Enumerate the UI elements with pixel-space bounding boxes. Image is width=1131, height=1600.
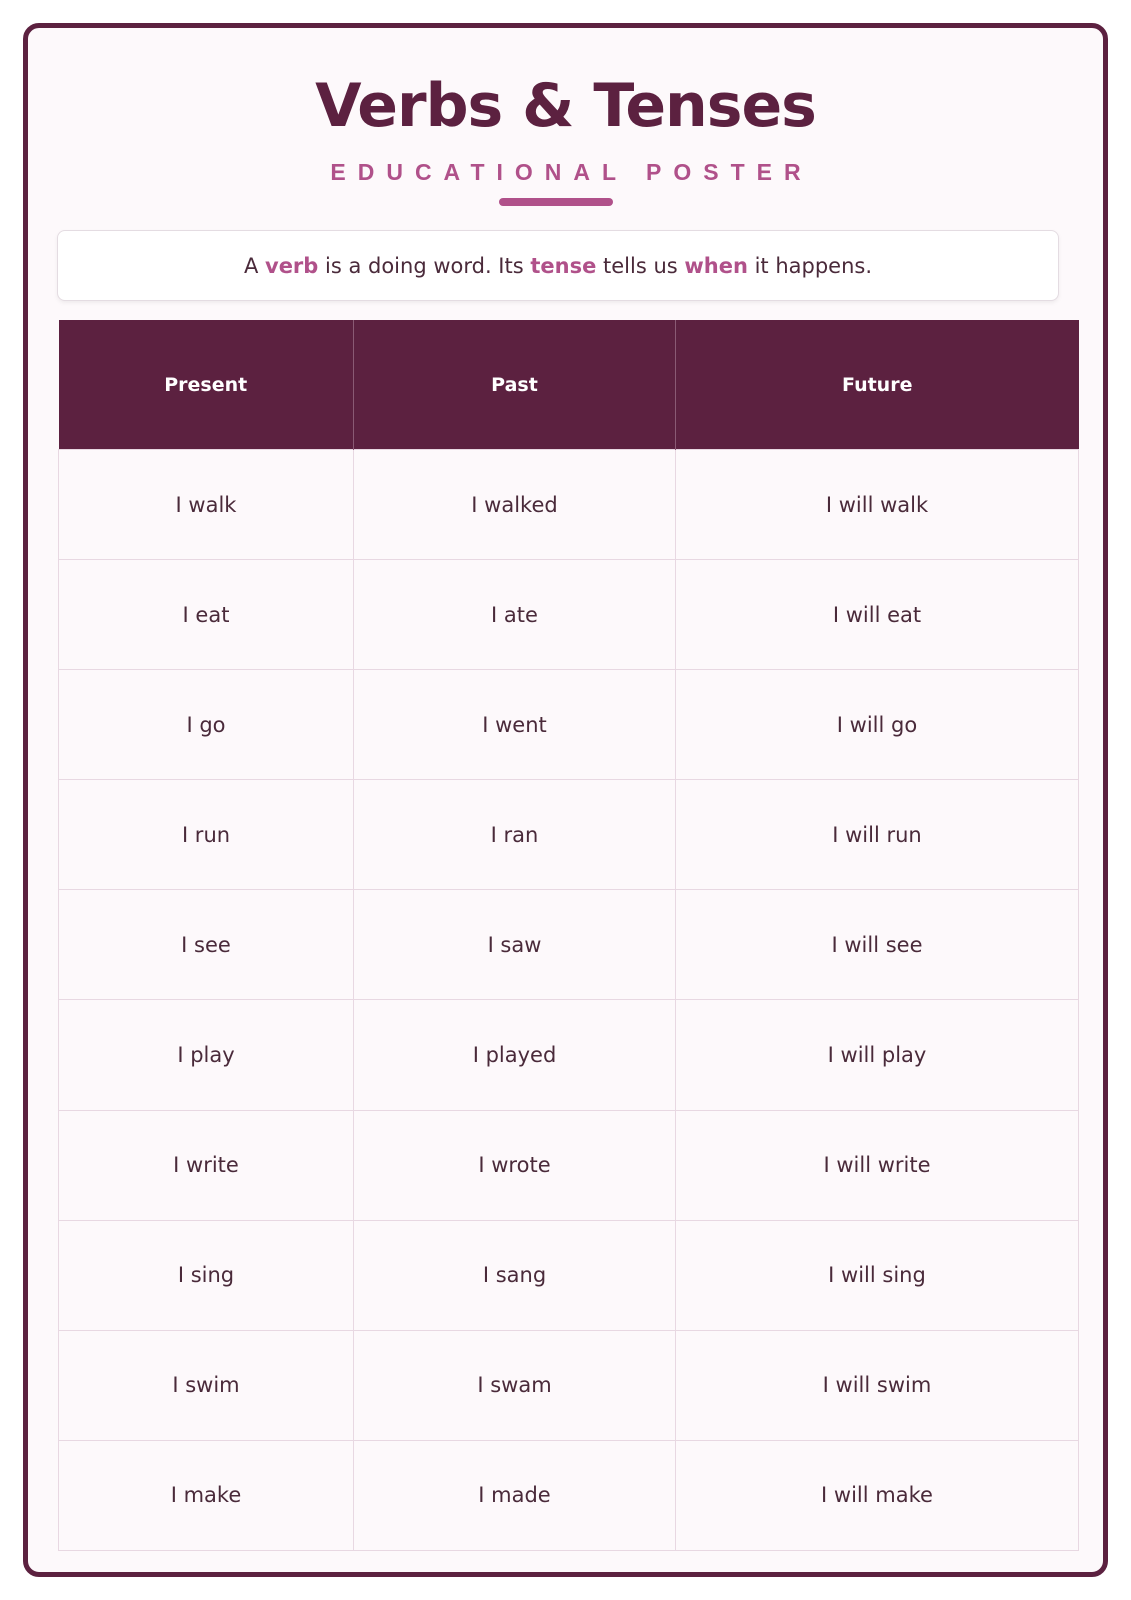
cell-past: I swam — [354, 1330, 676, 1440]
cell-future: I will swim — [676, 1330, 1079, 1440]
table-row — [59, 1110, 1079, 1220]
poster-subtitle: EDUCATIONAL POSTER — [330, 159, 813, 185]
cell-future: I will see — [676, 890, 1079, 1000]
header-row — [59, 320, 1079, 450]
table-row — [59, 1330, 1079, 1440]
intro-text — [244, 254, 872, 278]
cell-present: I make — [59, 1440, 354, 1550]
cell-past: I went — [354, 670, 676, 780]
cell-future: I will play — [676, 1000, 1079, 1110]
intro-text-part: A — [243, 253, 265, 278]
highlight-tense: tense — [530, 253, 597, 278]
header-present: Present — [59, 320, 354, 450]
cell-present: I sing — [59, 1220, 354, 1330]
table-row — [59, 1220, 1079, 1330]
poster-title: Verbs & Tenses — [315, 71, 816, 141]
cell-future: I will go — [676, 670, 1079, 780]
table-row — [59, 670, 1079, 780]
cell-present: I swim — [59, 1330, 354, 1440]
title-underline — [499, 198, 613, 206]
table-row — [59, 1000, 1079, 1110]
tense-table — [58, 320, 1079, 1551]
cell-past: I ate — [354, 560, 676, 670]
intro-text-part: it happens. — [747, 253, 873, 278]
cell-present: I see — [59, 890, 354, 1000]
cell-past: I played — [354, 1000, 676, 1110]
intro-text-part: is a doing word. Its — [318, 253, 531, 278]
cell-past: I sang — [354, 1220, 676, 1330]
header-future: Future — [676, 320, 1079, 450]
highlight-when: when — [684, 253, 748, 278]
cell-past: I walked — [354, 450, 676, 560]
cell-present: I write — [59, 1110, 354, 1220]
cell-present: I eat — [59, 560, 354, 670]
highlight-verb: verb — [265, 253, 319, 278]
cell-present: I go — [59, 670, 354, 780]
cell-future: I will walk — [676, 450, 1079, 560]
intro-text-part: tells us — [596, 253, 685, 278]
cell-present: I walk — [59, 450, 354, 560]
cell-present: I run — [59, 780, 354, 890]
intro-box — [57, 230, 1059, 301]
cell-future: I will eat — [676, 560, 1079, 670]
cell-present: I play — [59, 1000, 354, 1110]
table-row — [59, 1440, 1079, 1550]
cell-past: I ran — [354, 780, 676, 890]
table-row — [59, 780, 1079, 890]
cell-future: I will write — [676, 1110, 1079, 1220]
cell-future: I will make — [676, 1440, 1079, 1550]
poster — [23, 23, 1108, 1577]
table-row — [59, 890, 1079, 1000]
table-row — [59, 560, 1079, 670]
cell-past: I saw — [354, 890, 676, 1000]
cell-past: I made — [354, 1440, 676, 1550]
table-row — [59, 450, 1079, 560]
cell-past: I wrote — [354, 1110, 676, 1220]
header-past: Past — [354, 320, 676, 450]
cell-future: I will run — [676, 780, 1079, 890]
cell-future: I will sing — [676, 1220, 1079, 1330]
